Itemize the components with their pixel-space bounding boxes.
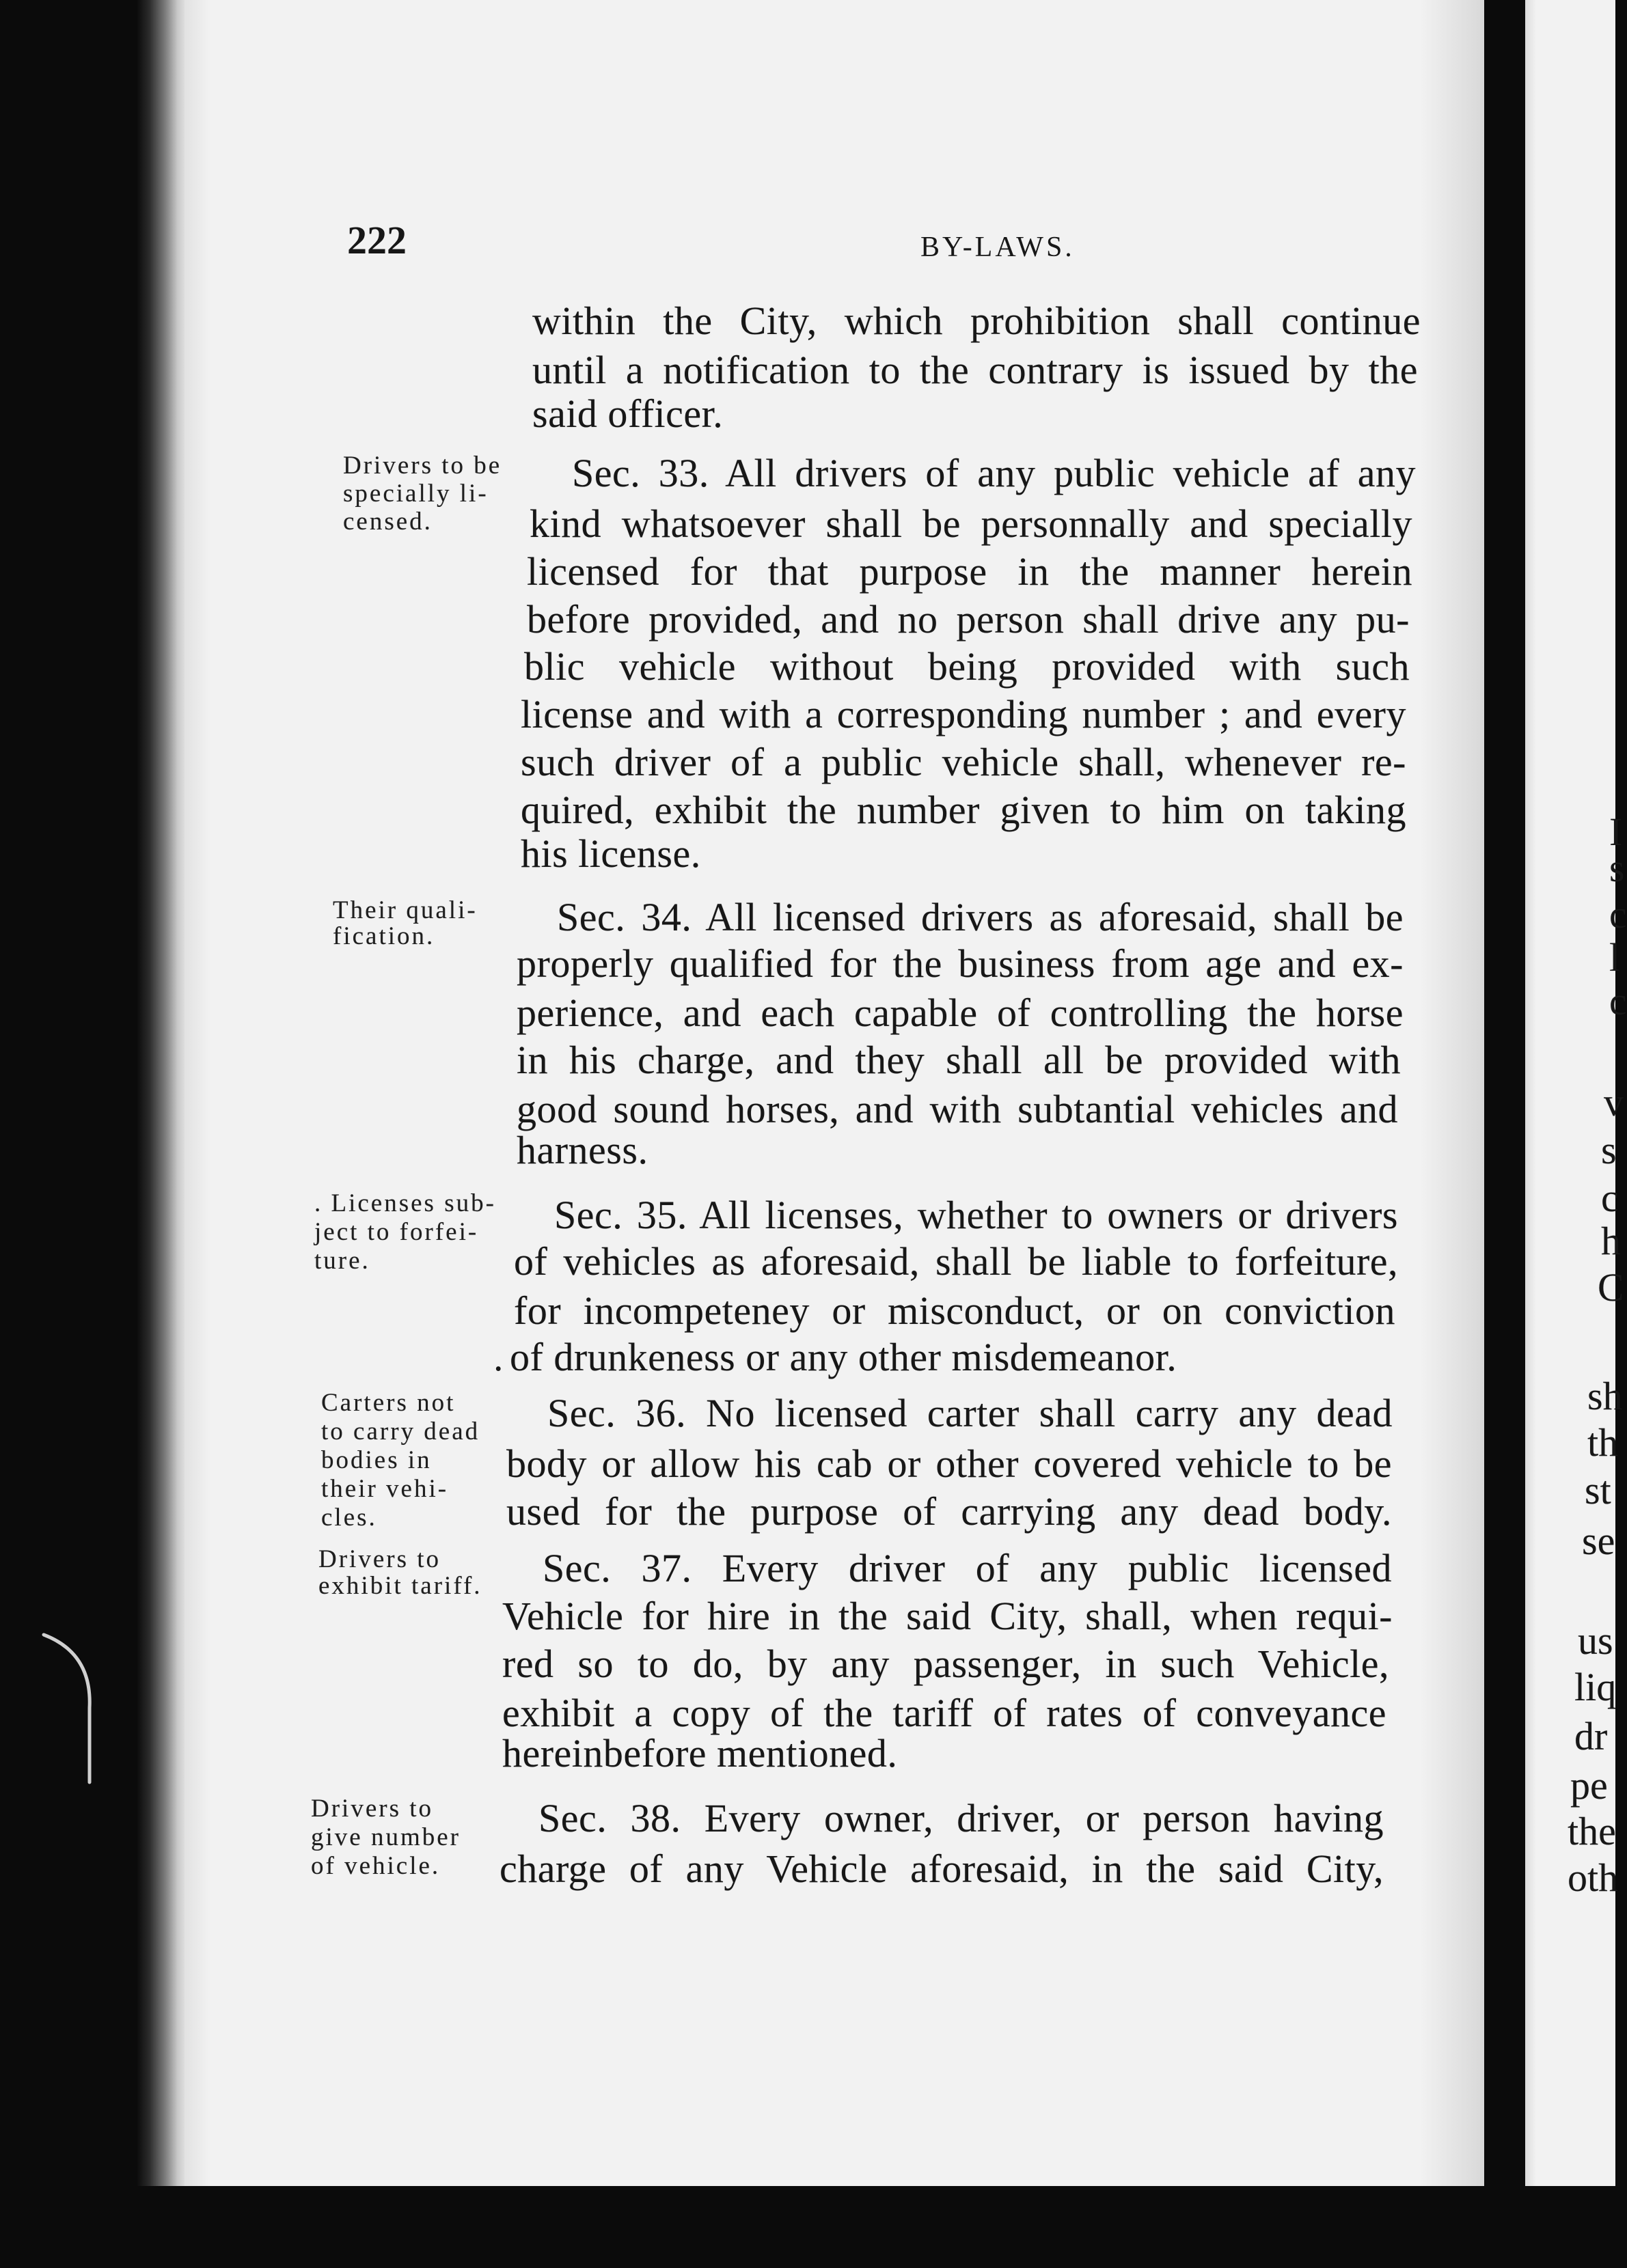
section-heading-line: Sec. 38. Every owner, driver, or person having <box>538 1796 1384 1840</box>
text-line: blic vehicle without being provided with such <box>524 644 1410 689</box>
text-line: licensed for that purpose in the manner herein <box>527 549 1412 594</box>
margin-note-line: fication. <box>333 922 435 950</box>
adjacent-page-fragment: st <box>1585 1468 1611 1512</box>
margin-note-line: ture. <box>314 1247 370 1275</box>
text-line: body or allow his cab or other covered vehicle to be <box>506 1441 1392 1486</box>
text-line: charge of any Vehicle aforesaid, in the said City, <box>500 1847 1384 1891</box>
margin-note-sec-38 <box>311 1795 461 1881</box>
adjacent-page-fragment: liq <box>1574 1665 1617 1709</box>
section-heading-line: Sec. 37. Every driver of any public licensed <box>543 1546 1392 1590</box>
margin-note-sec-35 <box>314 1189 496 1275</box>
text-line: said officer. <box>532 391 724 436</box>
margin-note-line: to carry dead <box>321 1418 480 1446</box>
adjacent-page-fragment: c <box>1609 892 1627 937</box>
text-line: until a notification to the contrary is issued by the <box>532 348 1418 392</box>
adjacent-page-fragment: h <box>1601 1219 1621 1263</box>
text-line: for incompeteney or misconduct, or on conviction <box>514 1288 1395 1333</box>
adjacent-page-fragment: s <box>1601 1128 1617 1172</box>
text-line: used for the purpose of carrying any dead body. <box>506 1489 1392 1534</box>
text-line: exhibit a copy of the tariff of rates of conveyance <box>502 1691 1386 1735</box>
page-number: 222 <box>347 218 407 262</box>
margin-note-line: censed. <box>343 508 433 536</box>
margin-note-line: bodies in <box>321 1446 432 1474</box>
adjacent-page-fragment: c <box>1609 979 1627 1023</box>
margin-note-line: their vehi- <box>321 1475 449 1503</box>
adjacent-page-fragment: th <box>1587 1420 1619 1465</box>
text-line: such driver of a public vehicle shall, whenever re- <box>521 740 1406 784</box>
adjacent-page-fragment: dr <box>1574 1714 1608 1758</box>
margin-note-line: Drivers to <box>311 1795 433 1823</box>
adjacent-page-fragment: c <box>1601 1176 1619 1220</box>
adjacent-page-fragment: sh <box>1587 1374 1623 1418</box>
margin-note-line: Their quali- <box>333 896 478 924</box>
adjacent-page-fragment: the <box>1568 1809 1616 1853</box>
text-line: his license. <box>521 831 701 876</box>
text-line: within the City, which prohibition shall continue <box>532 299 1421 343</box>
margin-note-line: cles. <box>321 1504 377 1532</box>
text-line: red so to do, by any passenger, in such Vehicle, <box>502 1642 1389 1686</box>
text-line: quired, exhibit the number given to him on taking <box>521 788 1406 832</box>
margin-note-sec-33 <box>343 452 502 536</box>
margin-note-line: exhibit tariff. <box>318 1572 482 1600</box>
text-line: kind whatsoever shall be personnally and specially <box>530 501 1412 546</box>
margin-note-line: give number <box>311 1823 461 1851</box>
margin-note-line: of vehicle. <box>311 1852 441 1880</box>
text-line: harness. <box>517 1128 648 1172</box>
adjacent-page-fragment: s <box>1609 846 1625 890</box>
section-heading-line: Sec. 33. All drivers of any public vehicle af any <box>572 451 1416 495</box>
section-heading-line: Sec. 35. All licenses, whether to owners or drivers <box>554 1193 1398 1237</box>
adjacent-page-fragment: C <box>1598 1265 1624 1310</box>
margin-note-line: specially li- <box>343 480 489 508</box>
margin-note-line: Drivers to be <box>343 452 502 480</box>
margin-note-sec-37 <box>318 1546 482 1599</box>
text-line: perience, and each capable of controlling the horse <box>517 991 1404 1035</box>
adjacent-page-fragment: se <box>1582 1519 1615 1563</box>
adjacent-page-fragment: us <box>1578 1618 1613 1663</box>
adjacent-page-fragment: oth <box>1568 1855 1619 1900</box>
adjacent-page-fragment: I <box>1609 810 1623 854</box>
text-line: Vehicle for hire in the said City, shall, when requi- <box>502 1594 1393 1638</box>
text-line: of vehicles as aforesaid, shall be liable to forfeiture, <box>514 1239 1398 1284</box>
text-line: properly qualified for the business from age and ex- <box>517 941 1404 986</box>
margin-note-line: Drivers to <box>318 1545 441 1573</box>
text-line: in his charge, and they shall all be provided with <box>517 1038 1401 1082</box>
margin-note-sec-34 <box>333 898 478 950</box>
margin-note-line: ject to forfei- <box>314 1218 479 1246</box>
running-head: BY-LAWS. <box>920 232 1075 263</box>
text-line: license and with a corresponding number ; and every <box>521 692 1406 736</box>
stray-print-mark: . <box>493 1335 504 1379</box>
adjacent-page-edge <box>1525 0 1627 2186</box>
section-heading-line: Sec. 36. No licensed carter shall carry any dead <box>547 1391 1393 1435</box>
adjacent-page-fragment: v <box>1604 1080 1624 1124</box>
margin-note-sec-36 <box>321 1389 480 1532</box>
text-line: good sound horses, and with subtantial vehicles and <box>517 1087 1398 1131</box>
text-line: hereinbefore mentioned. <box>502 1731 898 1775</box>
adjacent-page-fragment: l <box>1609 935 1621 980</box>
margin-note-line: Carters not <box>321 1389 456 1417</box>
section-heading-line: Sec. 34. All licensed drivers as aforesaid, shall be <box>557 895 1404 939</box>
text-line: of drunkeness or any other misdemeanor. <box>510 1335 1177 1379</box>
adjacent-page-fragment: pe <box>1570 1763 1608 1808</box>
text-line: before provided, and no person shall drive any pu- <box>527 597 1410 641</box>
margin-note-line: . Licenses sub- <box>314 1189 496 1217</box>
